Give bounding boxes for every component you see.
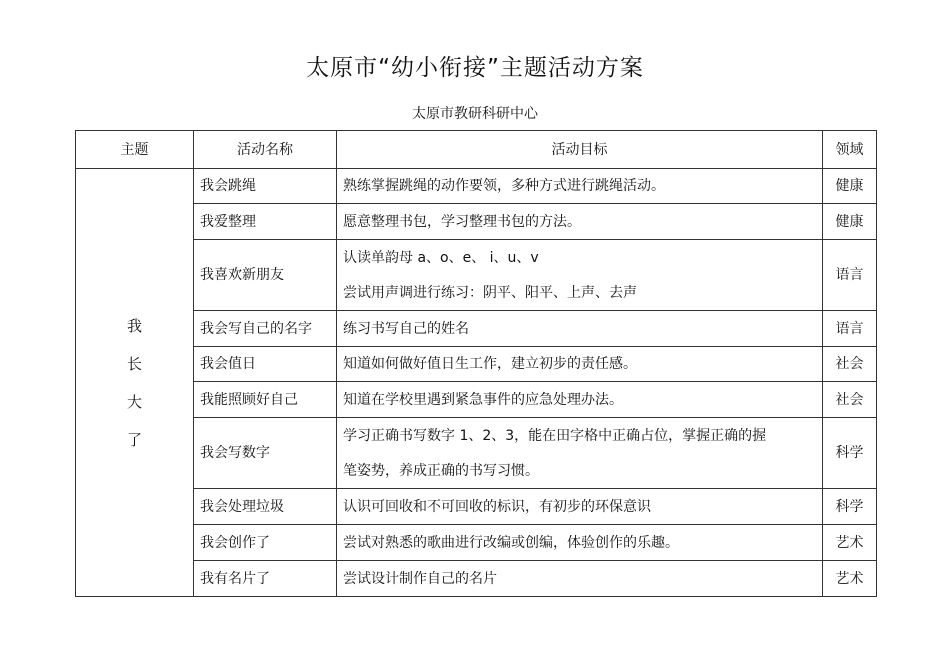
activity-goal: 尝试设计制作自己的名片 (337, 561, 823, 597)
activity-domain: 社会 (823, 347, 877, 382)
activity-domain: 科学 (823, 418, 877, 489)
activity-domain: 语言 (823, 240, 877, 311)
header-domain: 领域 (823, 131, 877, 169)
table-row (76, 525, 877, 561)
table-row (76, 418, 877, 489)
activity-table (75, 130, 877, 597)
activity-goal: 愿意整理书包，学习整理书包的方法。 (337, 204, 823, 240)
activity-name: 我会跳绳 (194, 169, 337, 204)
header-theme: 主题 (76, 131, 194, 169)
table-row (76, 169, 877, 204)
activity-goal: 认读单韵母 a、o、e、 i、u、v 尝试用声调进行练习：阴平、阳平、上声、去声 (337, 240, 823, 311)
activity-domain: 健康 (823, 169, 877, 204)
theme-char: 大 (126, 392, 142, 411)
activity-goal: 熟练掌握跳绳的动作要领，多种方式进行跳绳活动。 (337, 169, 823, 204)
activity-name: 我能照顾好自己 (194, 382, 337, 418)
theme-char: 了 (126, 430, 142, 449)
table-row (76, 347, 877, 382)
table-row (76, 382, 877, 418)
theme-char: 我 (126, 316, 142, 335)
activity-domain: 语言 (823, 311, 877, 347)
document-subtitle: 太原市教研科研中心 (412, 106, 538, 122)
activity-goal: 练习书写自己的姓名 (337, 311, 823, 347)
activity-name: 我有名片了 (194, 561, 337, 597)
activity-goal: 知道在学校里遇到紧急事件的应急处理办法。 (337, 382, 823, 418)
page-title: 太原市“幼小衔接”主题活动方案 (306, 55, 644, 81)
activity-name: 我爱整理 (194, 204, 337, 240)
activity-domain: 艺术 (823, 525, 877, 561)
activity-name: 我会创作了 (194, 525, 337, 561)
table-row (76, 311, 877, 347)
table-row (76, 240, 877, 311)
activity-goal: 认识可回收和不可回收的标识，有初步的环保意识 (337, 489, 823, 525)
header-activity-name: 活动名称 (194, 131, 337, 169)
activity-name: 我会写自己的名字 (194, 311, 337, 347)
activity-domain: 健康 (823, 204, 877, 240)
activity-domain: 社会 (823, 382, 877, 418)
header-activity-goal: 活动目标 (337, 131, 823, 169)
table-row (76, 489, 877, 525)
theme-cell (76, 169, 194, 597)
activity-name: 我喜欢新朋友 (194, 240, 337, 311)
table-row (76, 561, 877, 597)
table-header-row (76, 131, 877, 169)
table-row (76, 204, 877, 240)
activity-name: 我会值日 (194, 347, 337, 382)
activity-domain: 科学 (823, 489, 877, 525)
activity-goal: 知道如何做好值日生工作，建立初步的责任感。 (337, 347, 823, 382)
activity-name: 我会写数字 (194, 418, 337, 489)
activity-goal: 学习正确书写数字 1、2、3，能在田字格中正确占位，掌握正确的握 笔姿势，养成正确的书写习惯。 (337, 418, 823, 489)
theme-char: 长 (126, 354, 142, 373)
activity-domain: 艺术 (823, 561, 877, 597)
activity-name: 我会处理垃圾 (194, 489, 337, 525)
activity-goal: 尝试对熟悉的歌曲进行改编或创编，体验创作的乐趣。 (337, 525, 823, 561)
